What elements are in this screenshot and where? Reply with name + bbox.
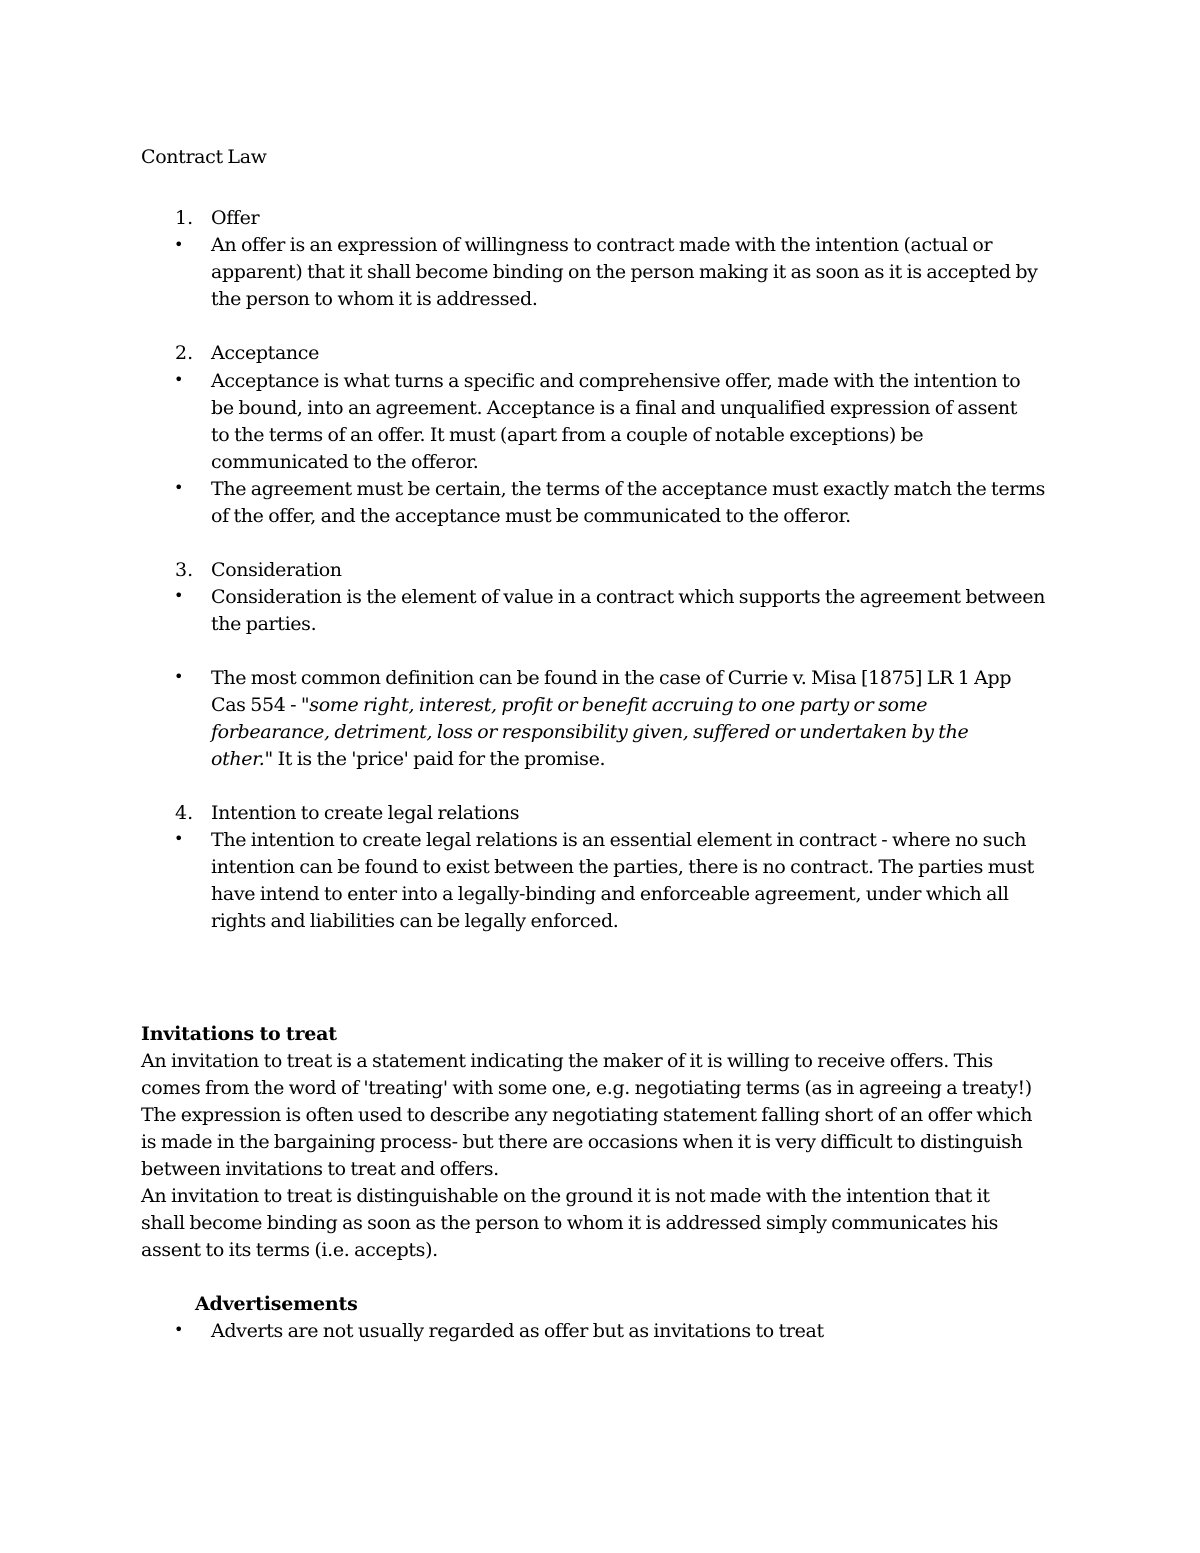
section-heading-intention: Intention to create legal relations bbox=[211, 802, 520, 824]
paragraph-line: be bound, into an agreement. Acceptance is a final and unqualified expression of assent bbox=[211, 397, 1018, 419]
paragraph-line: the person to whom it is addressed. bbox=[211, 288, 538, 310]
paragraph-line: to the terms of an offer. It must (apart from a couple of notable exceptions) be bbox=[211, 424, 924, 446]
section-number: 3. bbox=[175, 559, 194, 581]
bullet-icon: • bbox=[174, 667, 184, 686]
bullet-icon: • bbox=[174, 829, 184, 848]
paragraph-line: The agreement must be certain, the terms of the acceptance must exactly match the terms bbox=[211, 478, 1046, 500]
bullet-icon: • bbox=[174, 235, 184, 254]
paragraph-line: comes from the word of 'treating' with some one, e.g. negotiating terms (as in agreeing a treaty!) bbox=[141, 1077, 1032, 1099]
section-number: 4. bbox=[175, 802, 194, 824]
paragraph-line: An invitation to treat is a statement indicating the maker of it is willing to receive offers. This bbox=[141, 1050, 993, 1072]
paragraph-line: shall become binding as soon as the person to whom it is addressed simply communicates his bbox=[141, 1212, 999, 1234]
paragraph-line: The most common definition can be found in the case of Currie v. Misa [1875] LR 1 App bbox=[211, 667, 1012, 689]
section-heading-acceptance: Acceptance bbox=[211, 342, 319, 364]
paragraph-line: is made in the bargaining process- but there are occasions when it is very difficult to distinguish bbox=[141, 1131, 1023, 1153]
paragraph-line bbox=[211, 746, 605, 773]
advertisements-heading: Advertisements bbox=[195, 1293, 358, 1315]
quotation-text: other." bbox=[211, 748, 273, 770]
section-heading-consideration: Consideration bbox=[211, 559, 342, 581]
invitations-heading: Invitations to treat bbox=[141, 1023, 337, 1045]
paragraph-line: The intention to create legal relations is an essential element in contract - where no such bbox=[211, 829, 1027, 851]
paragraph-line: Consideration is the element of value in a contract which supports the agreement between bbox=[211, 586, 1045, 608]
bullet-icon: • bbox=[174, 370, 184, 389]
paragraph-line: apparent) that it shall become binding on the person making it as soon as it is accepted by bbox=[211, 261, 1038, 283]
paragraph-line: Acceptance is what turns a specific and comprehensive offer, made with the intention to bbox=[211, 370, 1021, 392]
paragraph-line: of the offer, and the acceptance must be communicated to the offeror. bbox=[211, 505, 851, 527]
paragraph-line: intention can be found to exist between the parties, there is no contract. The parties must bbox=[211, 856, 1034, 878]
quotation-text: forbearance, detriment, loss or responsibility given, suffered or undertaken by the bbox=[211, 721, 969, 743]
section-number: 1. bbox=[175, 207, 194, 229]
paragraph-line: have intend to enter into a legally-binding and enforceable agreement, under which all bbox=[211, 883, 1009, 905]
paragraph-line: between invitations to treat and offers. bbox=[141, 1158, 499, 1180]
paragraph-line: the parties. bbox=[211, 613, 317, 635]
section-number: 2. bbox=[175, 342, 194, 364]
bullet-icon: • bbox=[174, 586, 184, 605]
case-citation: Cas 554 - bbox=[211, 694, 301, 716]
paragraph-line: An invitation to treat is distinguishable on the ground it is not made with the intention that it bbox=[141, 1185, 990, 1207]
paragraph-text: It is the 'price' paid for the promise. bbox=[272, 748, 606, 770]
bullet-icon: • bbox=[174, 478, 184, 497]
document-title: Contract Law bbox=[141, 146, 267, 168]
paragraph-line: The expression is often used to describe any negotiating statement falling short of an offer which bbox=[141, 1104, 1033, 1126]
paragraph-line: An offer is an expression of willingness to contract made with the intention (actual or bbox=[211, 234, 993, 256]
section-heading-offer: Offer bbox=[211, 207, 260, 229]
paragraph-line bbox=[211, 692, 927, 719]
paragraph-line: communicated to the offeror. bbox=[211, 451, 479, 473]
bullet-icon: • bbox=[174, 1320, 184, 1339]
paragraph-line: Adverts are not usually regarded as offer but as invitations to treat bbox=[211, 1320, 824, 1342]
quotation-text: "some right, interest, profit or benefit accruing to one party or some bbox=[300, 694, 928, 716]
paragraph-line: rights and liabilities can be legally enforced. bbox=[211, 910, 619, 932]
paragraph-line: assent to its terms (i.e. accepts). bbox=[141, 1239, 438, 1261]
